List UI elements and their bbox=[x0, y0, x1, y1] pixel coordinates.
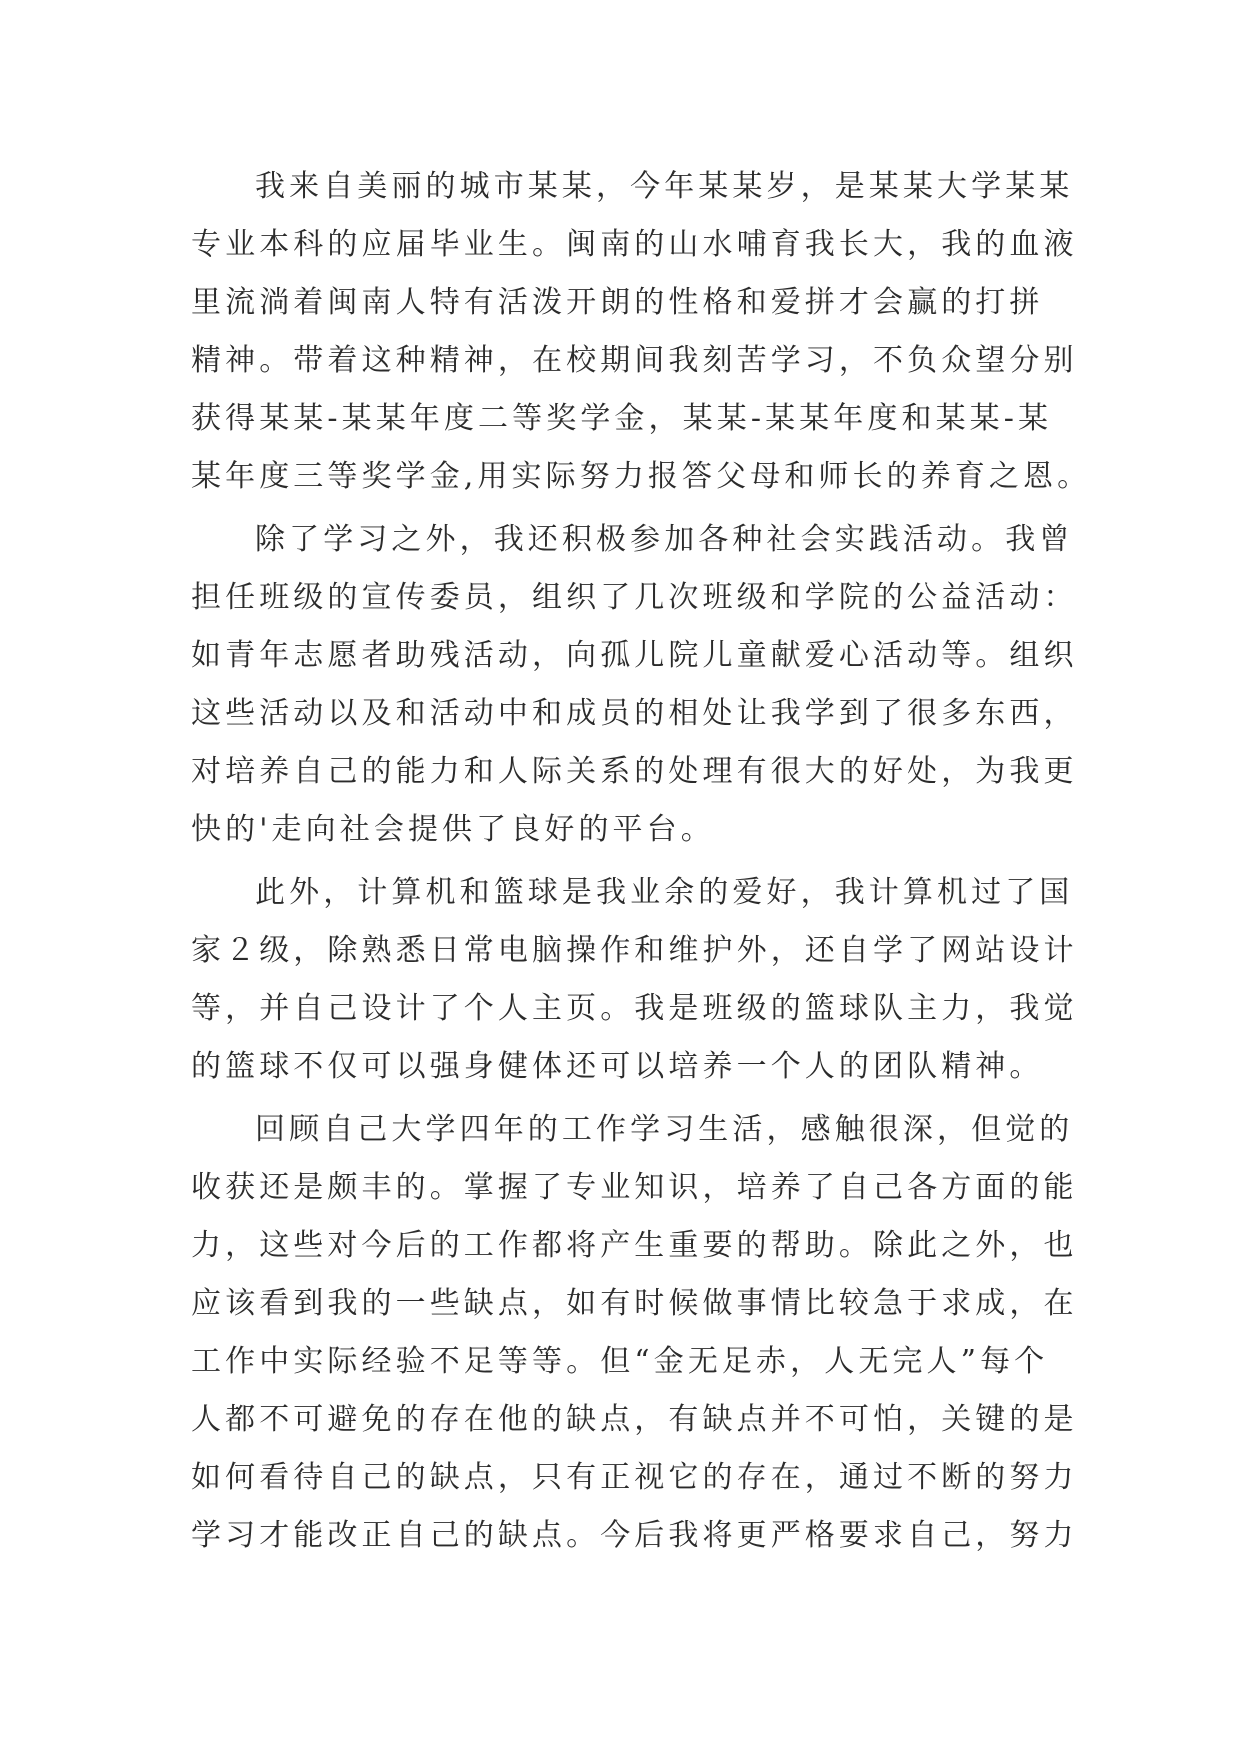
text-line: 回顾自己大学四年的工作学习生活，感触很深，但觉的 bbox=[255, 1112, 1074, 1147]
paragraph-review bbox=[191, 1101, 1078, 1565]
text-line: 这些活动以及和活动中和成员的相处让我学到了很多东西， bbox=[191, 696, 1078, 731]
text-line: 获得某某-某某年度二等奖学金，某某-某某年度和某某-某 bbox=[191, 401, 1053, 436]
text-line: 某年度三等奖学金,用实际努力报答父母和师长的养育之恩。 bbox=[191, 459, 1092, 494]
text-line: 力，这些对今后的工作都将产生重要的帮助。除此之外，也 bbox=[191, 1228, 1078, 1263]
text-line: 如何看待自己的缺点，只有正视它的存在，通过不断的努力 bbox=[191, 1460, 1078, 1495]
text-line: 此外，计算机和篮球是我业余的爱好，我计算机过了国 bbox=[255, 875, 1074, 910]
text-line: 精神。带着这种精神，在校期间我刻苦学习，不负众望分别 bbox=[191, 343, 1078, 378]
text-line: 对培养自己的能力和人际关系的处理有很大的好处，为我更 bbox=[191, 754, 1078, 789]
text-line: 我来自美丽的城市某某，今年某某岁，是某某大学某某 bbox=[255, 169, 1074, 204]
text-line: 担任班级的宣传委员，组织了几次班级和学院的公益活动： bbox=[191, 580, 1078, 615]
text-line: 家２级，除熟悉日常电脑操作和维护外，还自学了网站设计 bbox=[191, 933, 1078, 968]
text-line: 工作中实际经验不足等等。但“金无足赤，人无完人”每个 bbox=[191, 1344, 1049, 1379]
paragraph-intro bbox=[191, 158, 1092, 506]
paragraph-hobbies bbox=[191, 864, 1078, 1096]
text-line: 快的'走向社会提供了良好的平台。 bbox=[191, 812, 715, 847]
text-line: 里流淌着闽南人特有活泼开朗的性格和爱拼才会赢的打拼 bbox=[191, 285, 1044, 320]
text-line: 如青年志愿者助残活动，向孤儿院儿童献爱心活动等。组织 bbox=[191, 638, 1078, 673]
text-line: 学习才能改正自己的缺点。今后我将更严格要求自己，努力 bbox=[191, 1518, 1078, 1553]
paragraph-activities bbox=[191, 511, 1078, 859]
text-line: 人都不可避免的存在他的缺点，有缺点并不可怕，关键的是 bbox=[191, 1402, 1078, 1437]
text-line: 收获还是颇丰的。掌握了专业知识，培养了自己各方面的能 bbox=[191, 1170, 1078, 1205]
text-line: 等，并自己设计了个人主页。我是班级的篮球队主力，我觉 bbox=[191, 991, 1078, 1026]
text-line: 的篮球不仅可以强身健体还可以培养一个人的团队精神。 bbox=[191, 1049, 1044, 1084]
text-line: 应该看到我的一些缺点，如有时候做事情比较急于求成，在 bbox=[191, 1286, 1078, 1321]
text-line: 专业本科的应届毕业生。闽南的山水哺育我长大，我的血液 bbox=[191, 227, 1078, 262]
text-line: 除了学习之外，我还积极参加各种社会实践活动。我曾 bbox=[255, 522, 1074, 557]
document-body bbox=[191, 158, 1092, 1565]
